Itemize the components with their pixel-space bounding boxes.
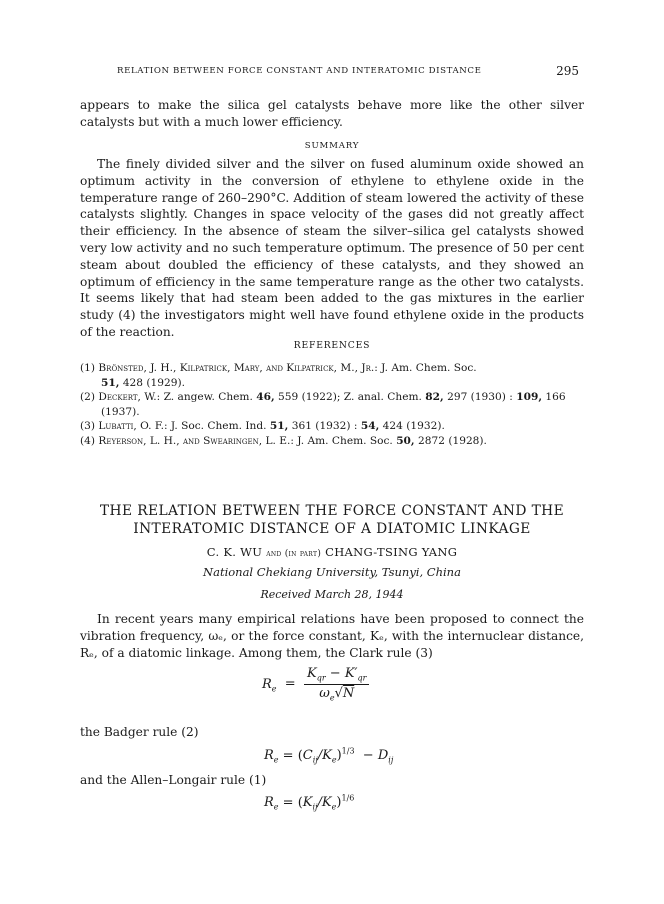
- received-date: Received March 28, 1944: [260, 588, 404, 601]
- article-title: [80, 502, 584, 538]
- page-number: 295: [556, 64, 579, 78]
- reference-item: (1) Brönsted, J. H., Kilpatrick, Mary, and Kilpatrick, M., Jr.: J. Am. Chem. Soc. 51, 428 (1929).: [80, 362, 477, 389]
- running-head: [95, 64, 579, 80]
- badger-rule-label: the Badger rule (2): [80, 725, 199, 739]
- article-title-line: THE RELATION BETWEEN THE FORCE CONSTANT AND THE: [99, 503, 565, 519]
- author-conjunction: and (in part): [266, 549, 322, 559]
- allen-longair-rule-equation: $R_e = (K_{ij}/K_e)^{1/6}$: [264, 794, 355, 812]
- allen-longair-rule-label: and the Allen–Longair rule (1): [80, 773, 267, 787]
- reference-item: (3) Lubatti, O. F.: J. Soc. Chem. Ind. 51, 361 (1932) : 54, 424 (1932).: [80, 420, 445, 433]
- references-list: [80, 361, 584, 449]
- author-name: CHANG-TSING YANG: [325, 545, 458, 559]
- author-line: [80, 545, 584, 559]
- article-title-line: INTERATOMIC DISTANCE OF A DIATOMIC LINKAGE: [133, 521, 531, 537]
- references-heading: REFERENCES: [293, 340, 371, 351]
- summary-paragraph: The finely divided silver and the silver on fused aluminum oxide showed an optimum activity in the conversion of ethylene to ethylene oxide in the temperature range of 260–290°C. Addition of steam lowered the activity of these catalysts slightly. Changes in space velocity of the gases did not greatly affect their efficiency. In the absence of steam the silver–silica gel catalysts showed very low activity and no such temperature optimum. The presence of 50 per cent steam about doubled the efficiency of these catalysts, and they showed an optimum of efficiency in the same temperature range as the other two catalysts. It seems likely that had steam been added to the gas mixtures in the earlier study (4) the investigators might well have found ethylene oxide in the products of the reaction.: [80, 157, 584, 339]
- summary-heading: SUMMARY: [304, 141, 360, 151]
- reference-item: (2) Deckert, W.: Z. angew. Chem. 46, 559 (1922); Z. anal. Chem. 82, 297 (1930) : 109, 166 (1937).: [80, 391, 566, 418]
- badger-rule-equation: $R_e = (C_{ij}/K_e)^{1/3} - D_{ij}$: [264, 747, 394, 765]
- carryover-paragraph: appears to make the silica gel catalysts behave more like the other silver catalysts but with a much lower efficiency.: [80, 98, 584, 129]
- intro-paragraph: In recent years many empirical relations have been proposed to connect the vibration frequency, ωₑ, or the force constant, Kₑ, with the internuclear distance, Rₑ, of a diatomic linkage. Among them, the Clark rule (3): [80, 612, 584, 660]
- author-name: C. K. WU: [206, 545, 263, 559]
- running-title: RELATION BETWEEN FORCE CONSTANT AND INTERATOMIC DISTANCE: [117, 66, 482, 76]
- affiliation: National Chekiang University, Tsunyi, China: [203, 565, 461, 579]
- reference-item: (4) Reyerson, L. H., and Swearingen, L. E.: J. Am. Chem. Soc. 50, 2872 (1928).: [80, 434, 487, 447]
- clark-rule-equation: $R_e$ = $\frac{K_{qr} - K'_{qr}}{\omega_e√N}$: [262, 666, 369, 702]
